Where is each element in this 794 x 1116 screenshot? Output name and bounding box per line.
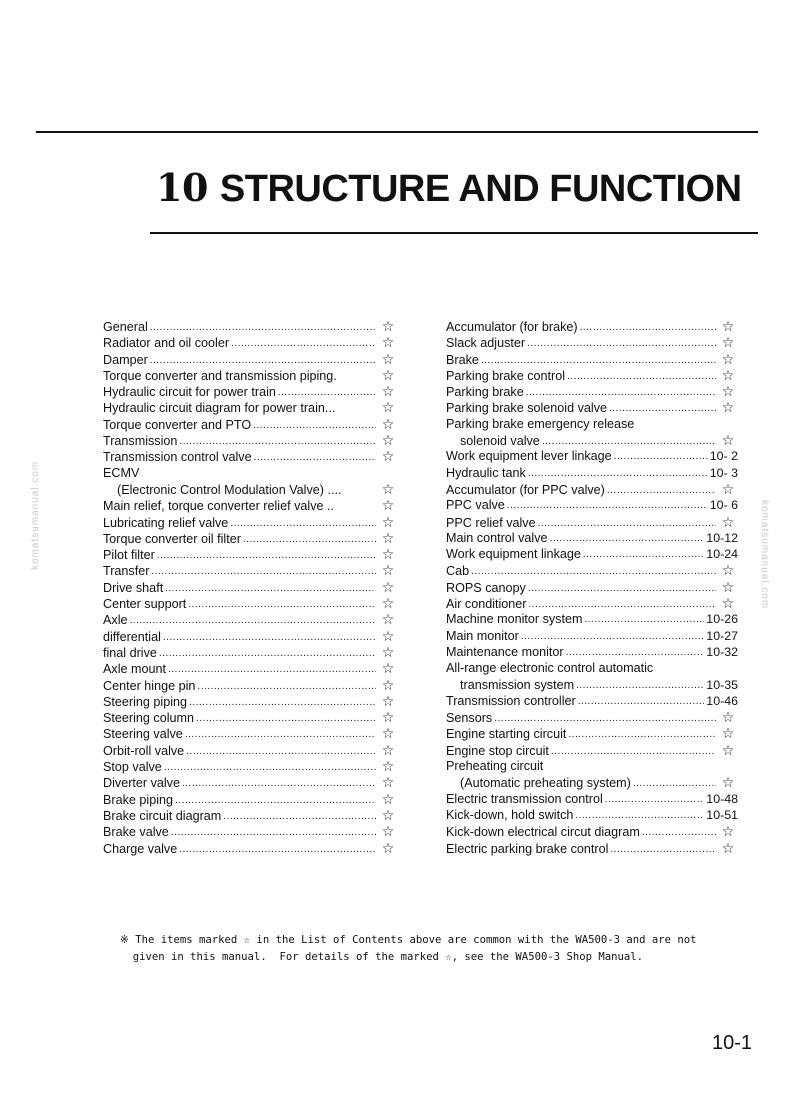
toc-entry[interactable] <box>103 742 398 758</box>
toc-entry-label: Engine starting circuit <box>446 727 567 742</box>
star-icon: ☆ <box>381 676 395 693</box>
toc-entry[interactable] <box>103 595 398 611</box>
star-icon: ☆ <box>721 513 735 530</box>
toc-entry[interactable] <box>446 628 738 644</box>
toc-entry[interactable] <box>446 725 738 741</box>
toc-entry-label: Center support <box>103 597 187 612</box>
dot-leader <box>551 742 716 760</box>
toc-entry[interactable] <box>446 367 738 383</box>
toc-entry[interactable] <box>446 807 738 823</box>
toc-entry[interactable] <box>446 579 738 595</box>
toc-entry-label: Torque converter and transmission piping. <box>103 368 337 383</box>
toc-entry[interactable] <box>103 465 398 481</box>
toc-entry[interactable] <box>103 334 398 350</box>
footnote-line-2: given in this manual. For details of the marked ☆, see the WA500-3 Shop Manual. <box>120 951 643 963</box>
toc-entry-page: 10-48 <box>706 791 738 806</box>
star-icon: ☆ <box>381 497 395 514</box>
toc-entry[interactable] <box>103 774 398 790</box>
footnote-line-1: ※ The items marked ☆ in the List of Contents above are common with the WA500-3 and are not <box>120 934 697 946</box>
toc-entry-label: Brake piping <box>103 792 174 807</box>
toc-entry-label: Transfer <box>103 564 150 579</box>
toc-entry[interactable] <box>446 514 738 530</box>
star-icon: ☆ <box>381 790 395 807</box>
dot-leader <box>610 840 716 858</box>
toc-entry-label: Steering column <box>103 711 195 726</box>
toc-entry-label: transmission system <box>460 677 575 692</box>
toc-entry[interactable] <box>103 448 398 464</box>
star-icon: ☆ <box>381 725 395 742</box>
star-icon: ☆ <box>381 399 395 416</box>
toc-entry-label: Machine monitor system <box>446 612 583 627</box>
dot-leader <box>578 692 705 710</box>
toc-entry[interactable] <box>446 546 738 562</box>
toc-entry-label: Stop valve <box>103 760 162 775</box>
star-icon: ☆ <box>381 660 395 677</box>
page-number: 10-1 <box>712 1032 753 1054</box>
star-icon: ☆ <box>721 399 735 416</box>
toc-entry[interactable] <box>103 677 398 693</box>
toc-entry-label: Radiator and oil cooler <box>103 336 230 351</box>
star-icon: ☆ <box>721 562 735 579</box>
toc-entry-label: Torque converter and PTO <box>103 417 252 432</box>
toc-entry-page: 10- 3 <box>709 465 738 480</box>
toc-entry[interactable] <box>103 628 398 644</box>
toc-entry-page: 10-46 <box>706 693 738 708</box>
star-icon: ☆ <box>381 611 395 628</box>
toc-entry-label: Torque converter oil filter <box>103 531 241 546</box>
toc-entry[interactable] <box>446 791 738 807</box>
toc-entry-label: Orbit-roll valve <box>103 743 185 758</box>
star-icon: ☆ <box>381 546 395 563</box>
toc-entry[interactable] <box>446 465 738 481</box>
toc-entry-label: Main relief, torque converter relief valve .. <box>103 499 334 514</box>
star-icon: ☆ <box>381 448 395 465</box>
star-icon: ☆ <box>721 823 735 840</box>
toc-entry-label: Transmission control valve <box>103 450 252 465</box>
toc-entry-label: Kick-down, hold switch <box>446 807 574 822</box>
footnote <box>120 932 760 966</box>
star-icon: ☆ <box>381 758 395 775</box>
toc-entry[interactable] <box>103 693 398 709</box>
toc-entry[interactable] <box>446 677 738 693</box>
toc-entry[interactable] <box>446 709 738 725</box>
toc-entry[interactable] <box>446 758 738 774</box>
toc-entry-label: Steering valve <box>103 727 183 742</box>
toc-entry-label: Brake valve <box>103 825 169 840</box>
dot-leader <box>150 351 376 369</box>
toc-entry[interactable] <box>103 351 398 367</box>
toc-entry-label: Diverter valve <box>103 776 180 791</box>
toc-entry[interactable] <box>103 644 398 660</box>
toc-entry-label: Transmission controller <box>446 693 576 708</box>
toc-entry-label: Main control valve <box>446 530 548 545</box>
dot-leader <box>507 496 708 514</box>
toc-entry-label: Maintenance monitor <box>446 644 564 659</box>
star-icon: ☆ <box>381 823 395 840</box>
toc-entry-label: Electric parking brake control <box>446 841 609 856</box>
toc-entry-label: differential <box>103 629 161 644</box>
watermark-left: komatsumanual.com <box>30 460 41 570</box>
toc-entry-page: 10-32 <box>706 644 738 659</box>
chapter-number: 10 <box>156 165 208 210</box>
toc-entry[interactable] <box>103 383 398 399</box>
toc-entry[interactable] <box>103 497 398 513</box>
toc-left-column <box>103 318 398 856</box>
toc-entry[interactable] <box>103 758 398 774</box>
toc-entry-label: Sensors <box>446 711 493 726</box>
star-icon: ☆ <box>381 741 395 758</box>
toc-entry[interactable] <box>446 562 738 578</box>
toc-entry[interactable] <box>103 660 398 676</box>
star-icon: ☆ <box>721 595 735 612</box>
toc-entry-label: Parking brake solenoid valve <box>446 401 608 416</box>
toc-entry-label: PPC relief valve <box>446 515 536 530</box>
toc-entry[interactable] <box>103 579 398 595</box>
star-icon: ☆ <box>721 774 735 791</box>
toc-entry-label: Transmission <box>103 434 178 449</box>
toc-entry-label: Brake circuit diagram <box>103 808 222 823</box>
toc-entry[interactable] <box>446 448 738 464</box>
toc-entry-label: Work equipment lever linkage <box>446 449 612 464</box>
toc-entry-page: 10-24 <box>706 547 738 562</box>
toc-entry-label: Lubricating relief valve <box>103 515 229 530</box>
toc-entry[interactable] <box>446 383 738 399</box>
toc-entry-page: 10-26 <box>706 612 738 627</box>
chapter-title-text: STRUCTURE AND FUNCTION <box>219 168 742 210</box>
toc-entry-label: Work equipment linkage <box>446 547 581 562</box>
dot-leader <box>278 383 376 401</box>
toc-entry-label: Brake <box>446 352 479 367</box>
toc-entry-label: Parking brake control <box>446 368 566 383</box>
toc-entry-label: Steering piping <box>103 694 188 709</box>
dot-leader <box>179 840 376 858</box>
star-icon: ☆ <box>381 578 395 595</box>
toc-entry[interactable] <box>103 611 398 627</box>
toc-entry[interactable] <box>446 595 738 611</box>
star-icon: ☆ <box>381 709 395 726</box>
star-icon: ☆ <box>721 366 735 383</box>
top-rule <box>36 131 758 133</box>
star-icon: ☆ <box>381 562 395 579</box>
star-icon: ☆ <box>721 383 735 400</box>
toc-entry-page: 10-27 <box>706 628 738 643</box>
dot-leader <box>583 545 704 563</box>
toc-entry-page: 10- 2 <box>709 449 738 464</box>
toc-entry[interactable] <box>446 611 738 627</box>
toc-entry[interactable] <box>446 660 738 676</box>
toc-entry-label: ECMV <box>103 465 140 480</box>
toc-entry-label: Preheating circuit <box>446 759 544 774</box>
toc-entry-label: Accumulator (for brake) <box>446 320 578 334</box>
toc-entry-label: Air conditioner <box>446 597 527 612</box>
toc-entry-label: final drive <box>103 645 157 660</box>
toc-entry[interactable] <box>446 823 738 839</box>
toc-entry[interactable] <box>103 807 398 823</box>
toc-entry-label: Engine stop circuit <box>446 743 549 758</box>
toc-entry[interactable] <box>103 562 398 578</box>
toc-entry[interactable] <box>446 481 738 497</box>
toc-entry-label: Center hinge pin <box>103 678 196 693</box>
toc-entry[interactable] <box>446 840 738 856</box>
toc-entry-label: Damper <box>103 352 148 367</box>
star-icon: ☆ <box>381 529 395 546</box>
toc-entry-label: All-range electronic control automatic <box>446 661 654 676</box>
star-icon: ☆ <box>721 318 735 334</box>
toc-entry[interactable] <box>446 334 738 350</box>
toc-entry[interactable] <box>446 416 738 432</box>
toc-entry[interactable] <box>103 840 398 856</box>
toc-entry-label: Cab <box>446 564 470 579</box>
toc-entry-label: Kick-down electrical circut diagram <box>446 825 640 840</box>
toc-entry[interactable] <box>103 530 398 546</box>
star-icon: ☆ <box>721 578 735 595</box>
star-icon: ☆ <box>381 383 395 400</box>
toc-entry[interactable] <box>446 432 738 448</box>
star-icon: ☆ <box>381 366 395 383</box>
toc-entry-label: solenoid valve <box>460 434 540 449</box>
toc-entry-label: Hydraulic circuit for power train <box>103 385 276 400</box>
star-icon: ☆ <box>381 350 395 367</box>
toc-entry[interactable] <box>446 399 738 415</box>
star-icon: ☆ <box>381 480 395 497</box>
toc-entry[interactable] <box>446 497 738 513</box>
toc-entry-label: Pilot filter <box>103 548 155 563</box>
toc-entry[interactable] <box>103 432 398 448</box>
star-icon: ☆ <box>721 741 735 758</box>
dot-leader <box>254 448 376 466</box>
dot-leader <box>609 399 716 417</box>
toc-entry-label: ROPS canopy <box>446 580 526 595</box>
star-icon: ☆ <box>721 334 735 351</box>
toc-right-column <box>446 318 738 856</box>
toc-entry-page: 10-12 <box>706 530 738 545</box>
star-icon: ☆ <box>381 839 395 856</box>
bottom-rule <box>150 232 758 234</box>
toc-entry[interactable] <box>103 399 398 415</box>
star-icon: ☆ <box>721 480 735 497</box>
toc-entry-label: Slack adjuster <box>446 336 526 351</box>
toc-entry-label: Electric transmission control <box>446 791 603 806</box>
star-icon: ☆ <box>721 725 735 742</box>
toc-entry-label: Drive shaft <box>103 580 164 595</box>
star-icon: ☆ <box>721 709 735 726</box>
toc-entry[interactable] <box>446 774 738 790</box>
watermark-right: komatsumanual.com <box>759 500 770 610</box>
toc-entry-label: Charge valve <box>103 841 178 856</box>
toc-entry[interactable] <box>446 530 738 546</box>
toc-entry-label: Hydraulic circuit diagram for power train... <box>103 401 336 416</box>
toc-entry-label: Main monitor <box>446 628 519 643</box>
toc-entry-label: (Automatic preheating system) <box>460 776 631 791</box>
toc-entry[interactable] <box>446 742 738 758</box>
toc-entry-label: Axle <box>103 613 128 628</box>
star-icon: ☆ <box>381 627 395 644</box>
star-icon: ☆ <box>381 318 395 334</box>
dot-leader <box>575 806 704 824</box>
toc-entry[interactable] <box>446 318 738 334</box>
dot-leader <box>566 643 705 661</box>
toc-entry[interactable] <box>103 367 398 383</box>
toc-entry-label: Accumulator (for PPC valve) <box>446 482 605 497</box>
toc-entry-label: General <box>103 320 148 334</box>
star-icon: ☆ <box>721 350 735 367</box>
toc-entry-page: 10- 6 <box>709 498 738 513</box>
toc-entry[interactable] <box>103 546 398 562</box>
toc-entry[interactable] <box>103 725 398 741</box>
star-icon: ☆ <box>381 692 395 709</box>
toc-entry-label: PPC valve <box>446 498 505 513</box>
toc-entry-label: Parking brake emergency release <box>446 416 635 431</box>
star-icon: ☆ <box>381 806 395 823</box>
toc-entry-label: Hydraulic tank <box>446 465 526 480</box>
chapter-title <box>156 165 742 211</box>
star-icon: ☆ <box>381 513 395 530</box>
star-icon: ☆ <box>721 432 735 449</box>
toc-entry-page: 10-35 <box>706 677 738 692</box>
toc-entry-label: Parking brake <box>446 385 524 400</box>
star-icon: ☆ <box>381 415 395 432</box>
star-icon: ☆ <box>381 774 395 791</box>
toc-entry[interactable] <box>103 416 398 432</box>
toc-entry[interactable] <box>103 481 398 497</box>
toc-entry-label: (Electronic Control Modulation Valve) .... <box>117 482 342 497</box>
dot-leader <box>528 464 708 482</box>
star-icon: ☆ <box>381 432 395 449</box>
toc-entry[interactable] <box>103 514 398 530</box>
toc-entry-page: 10-51 <box>706 807 738 822</box>
star-icon: ☆ <box>721 839 735 856</box>
toc-entry-label: Axle mount <box>103 662 166 677</box>
star-icon: ☆ <box>381 643 395 660</box>
toc-entry[interactable] <box>103 318 398 334</box>
toc-entry[interactable] <box>446 644 738 660</box>
star-icon: ☆ <box>381 595 395 612</box>
toc-entry[interactable] <box>446 351 738 367</box>
star-icon: ☆ <box>381 334 395 351</box>
toc-entry[interactable] <box>103 709 398 725</box>
toc-entry[interactable] <box>103 791 398 807</box>
toc-entry[interactable] <box>103 823 398 839</box>
toc-entry[interactable] <box>446 693 738 709</box>
